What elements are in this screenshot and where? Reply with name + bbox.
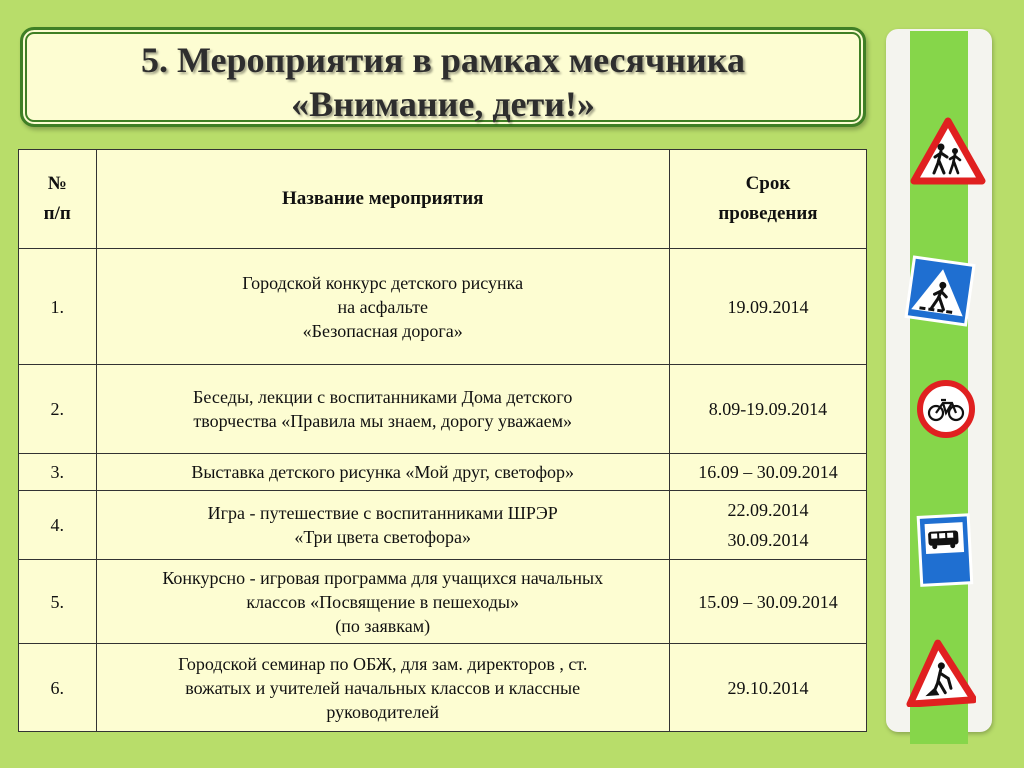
- road-works-sign-icon: [904, 639, 976, 707]
- header-number: № п/п: [19, 150, 97, 249]
- row-event-name: Выставка детского рисунка «Мой друг, светофор»: [96, 454, 669, 491]
- side-panel: [886, 29, 992, 732]
- row-number: 4.: [19, 491, 97, 560]
- row-date: 15.09 – 30.09.2014: [669, 560, 866, 644]
- children-crossing-sign-icon: [910, 117, 986, 185]
- row-event-name: Беседы, лекции с воспитанниками Дома детского творчества «Правила мы знаем, дорогу уважаем»: [96, 365, 669, 454]
- table-header-row: [19, 150, 867, 249]
- pedestrian-crossing-sign-icon: [904, 255, 976, 327]
- row-event-name: Игра - путешествие с воспитанниками ШРЭР «Три цвета светофора»: [96, 491, 669, 560]
- table-row: [19, 249, 867, 365]
- row-date: 16.09 – 30.09.2014: [669, 454, 866, 491]
- row-event-name: Конкурсно - игровая программа для учащихся начальных классов «Посвящение в пешеходы» (по заявкам): [96, 560, 669, 644]
- page-subtitle: «Внимание, дети!»: [291, 84, 595, 124]
- table-row: [19, 560, 867, 644]
- page-title: 5. Мероприятия в рамках месячника: [141, 40, 745, 80]
- table-row: [19, 454, 867, 491]
- table-row: [19, 365, 867, 454]
- header-date: Срок проведения: [669, 150, 866, 249]
- row-date: 19.09.2014: [669, 249, 866, 365]
- row-number: 5.: [19, 560, 97, 644]
- table-row: [19, 644, 867, 732]
- row-number: 3.: [19, 454, 97, 491]
- table-row: [19, 491, 867, 560]
- row-event-name: Городской семинар по ОБЖ, для зам. директоров , ст. вожатых и учителей начальных классов и классные руководителей: [96, 644, 669, 732]
- row-number: 6.: [19, 644, 97, 732]
- row-date: 8.09-19.09.2014: [669, 365, 866, 454]
- title-box: [20, 27, 866, 127]
- events-table: [18, 149, 867, 732]
- row-number: 2.: [19, 365, 97, 454]
- no-bicycles-sign-icon: [916, 379, 976, 439]
- row-event-name: Городской конкурс детского рисунка на асфальте «Безопасная дорога»: [96, 249, 669, 365]
- row-date: 22.09.2014 30.09.2014: [669, 491, 866, 560]
- bus-stop-sign-icon: [916, 513, 976, 589]
- row-date: 29.10.2014: [669, 644, 866, 732]
- row-number: 1.: [19, 249, 97, 365]
- header-event-name: Название мероприятия: [96, 150, 669, 249]
